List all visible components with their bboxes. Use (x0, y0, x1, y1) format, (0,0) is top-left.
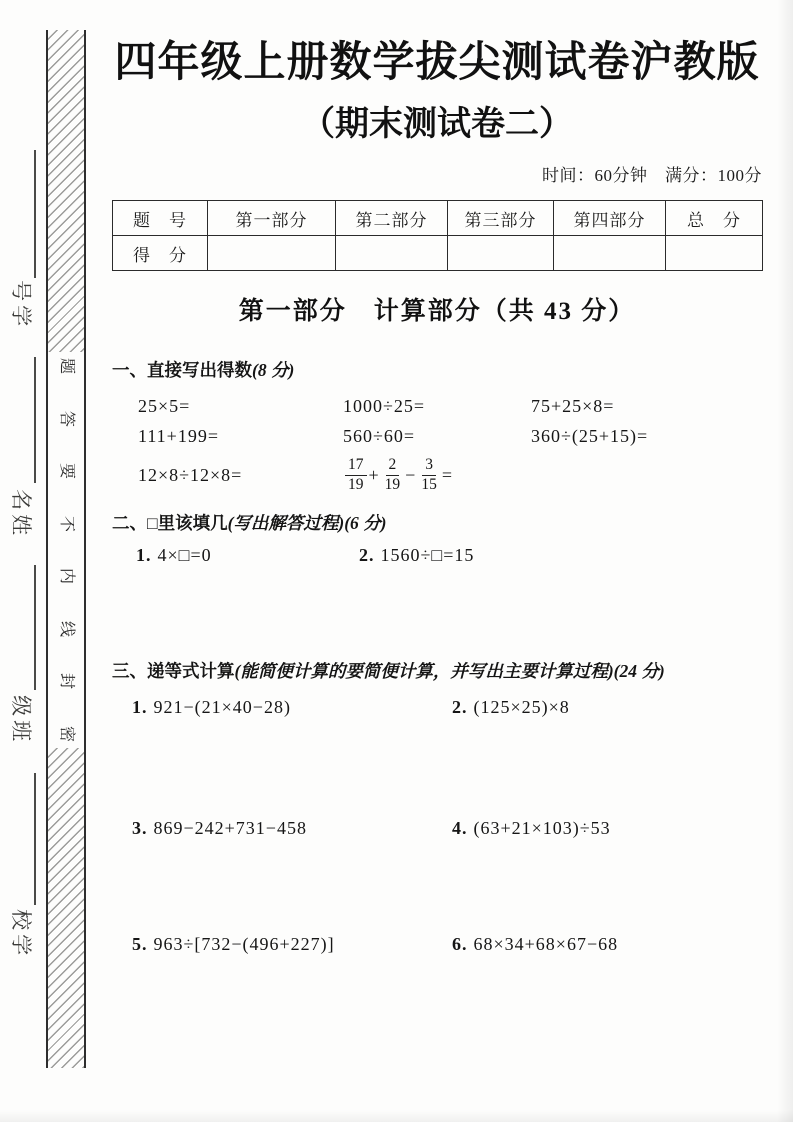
seal-char: 题 (57, 357, 75, 375)
score-cell-part-4 (554, 236, 666, 271)
math-expression: 921−(21×40−28) (153, 696, 291, 717)
header-part-3: 第三部分 (448, 201, 554, 236)
math-problem (359, 545, 762, 566)
math-problem (452, 934, 762, 955)
fraction-numerator: 17 (345, 456, 367, 475)
math-problem (452, 697, 762, 718)
question-3-heading-text: 三、递等式计算 (112, 660, 235, 681)
question-2-points: (写出解答过程)(6 分) (227, 512, 387, 533)
question-2-heading (112, 510, 762, 535)
math-expression: 869−242+731−458 (153, 817, 307, 838)
fraction-denominator: 19 (384, 475, 401, 493)
label-char: 级 (8, 695, 33, 717)
seal-char: 要 (57, 463, 75, 480)
sealing-line-band (46, 30, 86, 1068)
question-1-heading-text: 一、直接写出得数 (112, 360, 252, 381)
question-3-note: (能简便计算的要简便计算，并写出主要计算过程)(24 分) (234, 660, 665, 681)
question-1-problems (138, 396, 762, 494)
score-cell-part-1 (208, 236, 336, 271)
header-total: 总 分 (666, 201, 763, 236)
math-expression: 4×□=0 (157, 544, 212, 565)
math-problem (136, 545, 359, 566)
school-label (6, 907, 34, 957)
section-1-title: 第一部分 计算部分（共 43 分） (238, 298, 636, 326)
name-label (6, 487, 34, 537)
header-part-4: 第四部分 (554, 201, 666, 236)
label-char: 名 (8, 489, 33, 511)
math-expression: 68×34+68×67−68 (473, 933, 619, 954)
equals-sign: = (441, 464, 453, 485)
score-row-label: 得 分 (113, 236, 208, 271)
class-label (6, 693, 34, 743)
name-blank-line (34, 357, 36, 483)
fraction-numerator: 3 (422, 456, 436, 475)
score-table (112, 200, 763, 271)
score-table-score-row (113, 236, 763, 271)
math-expression: 1000÷25= (343, 396, 426, 417)
class-blank-line (34, 565, 36, 690)
fraction-denominator: 15 (421, 475, 437, 493)
seal-char: 内 (57, 568, 75, 585)
fraction (345, 456, 367, 494)
operator: − (405, 464, 417, 485)
question-1-heading (112, 357, 762, 382)
fraction-expression (343, 456, 762, 494)
label-char: 校 (8, 909, 33, 931)
seal-char: 答 (57, 410, 75, 427)
math-problem (132, 697, 452, 718)
math-expression: 111+199= (138, 426, 219, 447)
math-expression: (125×25)×8 (473, 696, 570, 717)
math-expression: 360÷(25+15)= (531, 426, 649, 447)
math-expression: 1560÷□=15 (380, 544, 475, 565)
fraction-numerator: 2 (386, 456, 400, 475)
score-table-header-row (113, 201, 763, 236)
math-expression: 25×5= (138, 396, 191, 417)
problem-number: 1. (132, 696, 148, 717)
score-cell-total (666, 236, 763, 271)
question-2-heading-text: 二、□里该填几 (112, 512, 228, 533)
problem-number: 2. (359, 544, 375, 565)
page-subtitle: （期末测试卷二） (301, 105, 573, 144)
question-1-points: (8 分) (252, 360, 295, 381)
question-3-row-1 (132, 697, 762, 718)
question-3-row-3 (132, 934, 762, 955)
label-char: 班 (8, 720, 33, 742)
seal-char: 封 (57, 673, 75, 690)
math-problem (132, 934, 452, 955)
seal-char: 线 (57, 620, 75, 637)
school-blank-line (34, 773, 36, 905)
label-char: 姓 (8, 514, 33, 536)
question-3-row-2 (132, 818, 762, 839)
seal-char: 密 (57, 725, 75, 742)
seal-char: 不 (57, 515, 75, 532)
problem-number: 2. (452, 696, 468, 717)
problem-number: 3. (132, 817, 148, 838)
header-part-1: 第一部分 (208, 201, 336, 236)
student-id-label (6, 278, 34, 328)
math-expression: 963÷[732−(496+227)] (153, 933, 335, 954)
math-expression: (63+21×103)÷53 (473, 817, 611, 838)
seal-warning-text (48, 352, 84, 748)
math-expression: 12×8÷12×8= (138, 464, 243, 485)
problem-number: 5. (132, 933, 148, 954)
time-score-info: 时间：60分钟 满分：100分 (542, 166, 762, 186)
problem-number: 1. (136, 544, 152, 565)
fraction (418, 456, 440, 494)
question-3-heading (112, 658, 762, 683)
operator: + (368, 464, 380, 485)
header-part-2: 第二部分 (336, 201, 448, 236)
problem-number: 6. (452, 933, 468, 954)
main-content (112, 0, 762, 955)
fraction-denominator: 19 (348, 475, 364, 493)
math-expression: 75+25×8= (531, 396, 615, 417)
fraction (382, 456, 404, 494)
score-cell-part-3 (448, 236, 554, 271)
math-problem (452, 818, 762, 839)
student-id-blank-line (34, 150, 36, 278)
label-char: 学 (8, 305, 33, 327)
math-expression: 560÷60= (343, 426, 416, 447)
hatch-pattern-top (48, 30, 84, 352)
header-question-number: 题 号 (113, 201, 208, 236)
math-problem (132, 818, 452, 839)
problem-number: 4. (452, 817, 468, 838)
label-char: 学 (8, 934, 33, 956)
page-title: 四年级上册数学拔尖测试卷沪教版 (114, 38, 760, 85)
hatch-pattern-bottom (48, 748, 84, 1068)
score-cell-part-2 (336, 236, 448, 271)
question-2-problems (136, 545, 762, 566)
label-char: 号 (8, 280, 33, 302)
